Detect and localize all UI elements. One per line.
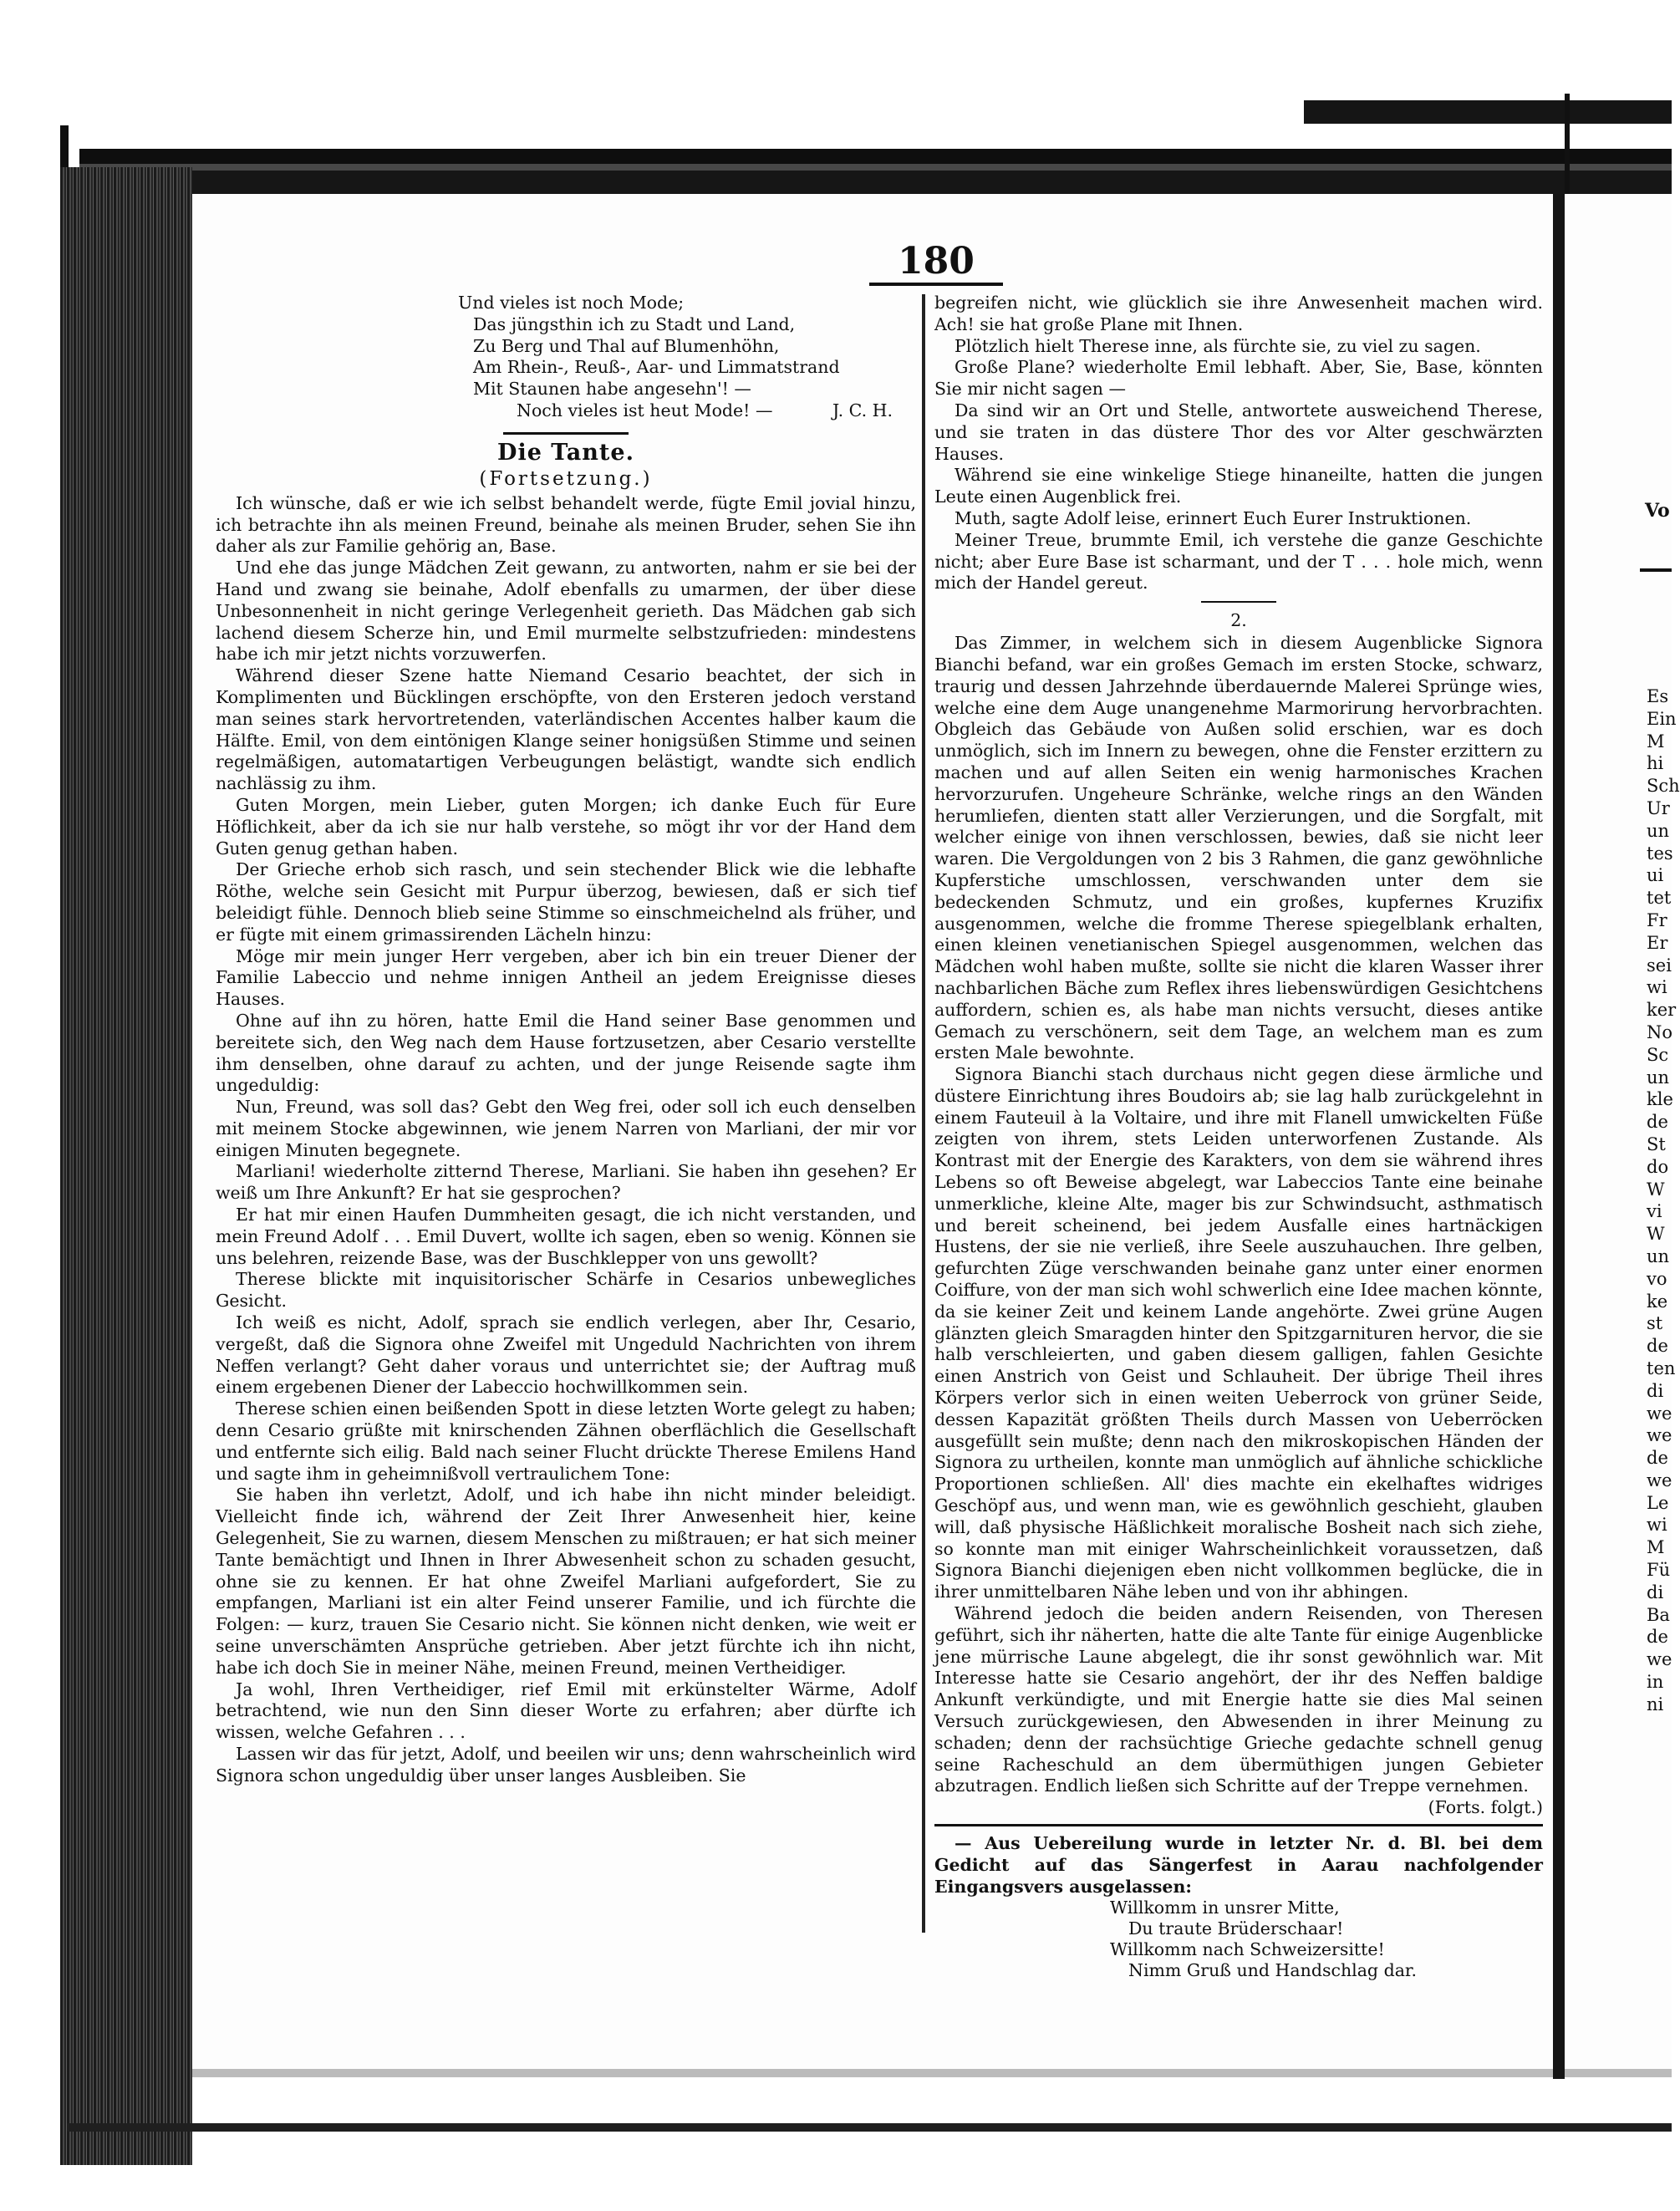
paragraph: Therese blickte mit inquisitorischer Schärfe in Cesarios unbewegliches Gesicht.	[216, 1269, 916, 1312]
margin-letter: tet	[1647, 888, 1672, 909]
paragraph: Ich wünsche, daß er wie ich selbst behandelt werde, fügte Emil jovial hinzu, ich betrachte ihn als meinen Freund, beinahe als meinen Bruder, sehen Sie ihn daher als zur Familie gehörig an, Base.	[216, 492, 916, 557]
margin-letter: No	[1647, 1021, 1673, 1042]
poem	[458, 293, 893, 422]
margin-letter: ker	[1647, 1000, 1677, 1021]
margin-letter: ni	[1647, 1694, 1664, 1714]
margin-letter: W	[1647, 1224, 1665, 1245]
margin-letter: Es	[1647, 686, 1669, 706]
right-column	[934, 293, 1543, 1981]
verse-line: Willkomm nach Schweizersitte!	[1110, 1939, 1385, 1960]
paragraph: Große Plane? wiederholte Emil lebhaft. Aber, Sie, Base, könnten Sie mir nicht sagen —	[934, 357, 1543, 400]
binding-shadow-rule	[79, 149, 1672, 194]
margin-letter: vi	[1647, 1201, 1662, 1222]
margin-letter: ke	[1647, 1291, 1668, 1312]
margin-letter: wi	[1647, 977, 1667, 998]
margin-letter: M	[1647, 1537, 1665, 1558]
gutter-rule	[1553, 194, 1565, 2079]
next-page-fragment: Vo	[1645, 500, 1670, 522]
margin-letter: Le	[1647, 1492, 1669, 1513]
margin-letter: st	[1647, 1313, 1663, 1334]
poem-line: Am Rhein-, Reuß-, Aar- und Limmatstrand	[473, 357, 840, 378]
margin-letter: wi	[1647, 1515, 1667, 1536]
verse-line: Nimm Gruß und Handschlag dar.	[1128, 1960, 1417, 1981]
margin-letter: do	[1647, 1156, 1669, 1177]
paragraph: Nun, Freund, was soll das? Gebt den Weg frei, oder soll ich euch denselben mit meinem Stocke abgewinnen, wie jenem Narren von Marliani, der mir vor einigen Minuten begegnete.	[216, 1097, 916, 1160]
margin-letter: Er	[1647, 932, 1668, 953]
margin-letter: un	[1647, 1246, 1670, 1266]
poem-line: Zu Berg und Thal auf Blumenhöhn,	[473, 335, 780, 356]
margin-letter: we	[1647, 1470, 1672, 1490]
next-page-rule	[1640, 568, 1672, 572]
paragraph: Während sie eine winkelige Stiege hinaneilte, hatten die jungen Leute einen Augenblick frei.	[934, 465, 1543, 507]
margin-letter: we	[1647, 1649, 1672, 1670]
paragraph: Er hat mir einen Haufen Dummheiten gesagt, die ich nicht verstanden, und mein Freund Adolf . . . Emil Duvert, wollte ich sagen, eben so wenig. Können sie uns belehren, reizende Base, was der Buschklepper von uns gewollt?	[216, 1205, 916, 1268]
paragraph: Das Zimmer, in welchem sich in diesem Augenblicke Signora Bianchi befand, war ein großes Gemach im ersten Stocke, schwarz, traurig und dessen Jahrzehnde überdauernde Malerei Sprünge wies, welche eine dem Auge unangenehme Marmorirung hervorbrachten. Obgleich das Gebäude von Außen solid erschien, war es doch unmöglich, sich im Innern zu bewegen, ohne die Fenster erzittern zu machen und auf allen Seiten ein wenig harmonisches Krachen hervorzurufen. Ungeheure Schränke, welche rings an den Wänden herumliefen, dienten statt aller Verzierungen, und die Sorgfalt, mit welcher einige von ihnen verschlossen, bewies, daß sie nicht leer waren. Die Vergoldungen von 2 bis 3 Rahmen, die ganz gewöhnliche Kupferstiche umschlossen, verschwanden unter dem sie bedeckenden Schmutz, und ein großes, kupfernes Kruzifix ausgenommen, welche die fromme Therese spiegelblank erhalten, einen kleinen venetianischen Spiegel ausgenommen, welchen das Mädchen wohl haben mußte, sollte sie nicht die klaren Wasser ihrer nachbarlichen Bäche zum Reflex ihres liebenswürdigen Gesichtchens auffordern, schien es, als habe man nichts versucht, dieses antike Gemach zu verschönern, seit dem Tage, an welchem man es zum ersten Male bewohnte.	[934, 633, 1543, 1063]
gutter-rule-top	[1565, 94, 1570, 194]
paragraph: Ja wohl, Ihren Vertheidiger, rief Emil mit erkünstelter Wärme, Adolf betrachtend, wie nun den Sinn dieser Worte zu erfahren; aber dürfte ich wissen, welche Gefahren . . .	[216, 1679, 916, 1743]
margin-letter: Ur	[1647, 797, 1670, 818]
page-number: 180	[869, 241, 1003, 286]
article-title: Die Tante.	[497, 439, 634, 466]
notice-rule	[934, 1824, 1543, 1826]
column-divider	[922, 294, 925, 1933]
poem-line: Mit Staunen habe angesehn'! —	[473, 379, 751, 400]
margin-letter: Ba	[1647, 1604, 1670, 1625]
paragraph: Während jedoch die beiden andern Reisenden, von Theresen geführt, sich ihr näherten, hatte die alte Tante für einige Augenblicke jene mürrische Laune abgelegt, die ihr sonst gewöhnlich war. Mit Interesse hatte sie Cesario angehört, der ihr des Neffen baldige Ankunft verkündigte, und mit Energie hatte sie dies Mal seinen Versuch zurückgewiesen, den Abwesenden in ihrer Meinung zu schaden; denn der rachsüchtige Grieche gedachte schnell genug seine Racheschuld an dem übermüthigen jungen Gebieter abzutragen. Endlich ließen sich Schritte auf der Treppe vernehmen.	[934, 1603, 1543, 1796]
page-bottom-edge	[192, 2069, 1672, 2077]
poem-lines	[458, 293, 893, 400]
margin-letter: tes	[1647, 843, 1673, 864]
right-paragraphs-2	[934, 633, 1543, 1797]
margin-letter: kle	[1647, 1089, 1673, 1110]
paragraph: Ich weiß es nicht, Adolf, sprach sie endlich verlegen, aber Ihr, Cesario, vergeßt, daß die Signora ohne Zweifel mit Ungeduld Nachrichten von ihrem Neffen verlangt? Geht daher voraus und unterrichtet sie; der Auftrag muß einem ergebenen Diener der Labeccio hochwillkommen sein.	[216, 1312, 916, 1398]
left-column	[216, 293, 916, 1787]
section-number: 2.	[1230, 610, 1247, 631]
margin-letter: hi	[1647, 753, 1664, 774]
margin-letter: ten	[1647, 1358, 1676, 1378]
paragraph: Guten Morgen, mein Lieber, guten Morgen; ich danke Euch für Eure Höflichkeit, aber da ich sie nur halb verstehe, so mögt ihr vor der Hand dem Guten genug gethan haben.	[216, 794, 916, 858]
paragraph: Meiner Treue, brummte Emil, ich verstehe die ganze Geschichte nicht; aber Eure Base ist scharmant, und der T . . . hole mich, wenn mich der Handel gereut.	[934, 529, 1543, 594]
margin-letter: Sc	[1647, 1044, 1669, 1065]
poem-signoff	[458, 400, 893, 422]
poem-line: Das jüngsthin ich zu Stadt und Land,	[473, 313, 796, 334]
paragraph: Lassen wir das für jetzt, Adolf, und beeilen wir uns; denn wahrscheinlich wird Signora schon ungeduldig über unser langes Ausbleiben. Sie	[216, 1744, 916, 1786]
margin-letter: Fr	[1647, 909, 1667, 930]
continuation-paragraph: begreifen nicht, wie glücklich sie ihre Anwesenheit machen wird. Ach! sie hat große Plane mit Ihnen.	[934, 293, 1543, 334]
paragraph: Ohne auf ihn zu hören, hatte Emil die Hand seiner Base genommen und bereitete sich, den Weg nach dem Hause fortzusetzen, aber Cesario verstellte ihm denselben, ohne darauf zu achten, und der junge Reisende sagte ihm ungeduldig:	[216, 1010, 916, 1096]
section-rule	[1201, 601, 1276, 603]
right-paragraphs-1	[934, 336, 1543, 595]
verse-line: Willkomm in unsrer Mitte,	[1110, 1898, 1340, 1918]
margin-letter: di	[1647, 1582, 1664, 1602]
paragraph: Und ehe das junge Mädchen Zeit gewann, zu antworten, nahm er sie bei der Hand und zwang sie beinahe, Adolf ebenfalls zu umarmen, der über diese Unbesonnenheit in nicht geringe Verlegenheit gerieth. Das Mädchen gab sich lachend diesem Scherze hin, und Emil murmelte selbstzufrieden: mindestens habe ich mir jetzt nichts vorzuwerfen.	[216, 558, 916, 665]
margin-letter: di	[1647, 1380, 1664, 1401]
paragraph: Plötzlich hielt Therese inne, als fürchte sie, zu viel zu sagen.	[955, 335, 1481, 356]
poem-last-line: Noch vieles ist heut Mode! —	[517, 400, 773, 420]
margin-letter: de	[1647, 1112, 1668, 1133]
margin-letter: M	[1647, 731, 1665, 751]
margin-letter: de	[1647, 1448, 1668, 1469]
paragraph: Therese schien einen beißenden Spott in diese letzten Worte gelegt zu haben; denn Cesario grüßte mit knirschenden Zähnen oberflächlich die Gesellschaft und entfernte sich eilig. Bald nach seiner Flucht drückte Therese Emilens Hand und sagte ihm in geheimnißvoll vertraulichem Tone:	[216, 1398, 916, 1484]
margin-letter: we	[1647, 1425, 1672, 1446]
to-be-continued: (Forts. folgt.)	[1428, 1797, 1543, 1818]
article-subtitle: (Fortsetzung.)	[479, 467, 653, 490]
margin-letter: un	[1647, 820, 1670, 841]
poem-signature: J. C. H.	[832, 400, 893, 420]
paragraph: Sie haben ihn verletzt, Adolf, und ich habe ihn nicht minder beleidigt. Vielleicht finde ich, während der Zeit Ihrer Anwesenheit hier, keine Gelegenheit, Sie zu warnen, diesem Menschen zu mißtrauen; er hat sich meiner Tante bemächtigt und Ihnen in Ihrer Abwesenheit schon zu schaden gesucht, ohne sie zu kennen. Er hat ohne Zweifel Marliani aufgefordert, Sie zu empfangen, Marliani ist ein alter Feind unserer Familie, und ich fürchte die Folgen: — kurz, trauen Sie Cesario nicht. Sie können nicht denken, wie weit er seine unverschämten Ansprüche getrieben. Aber jetzt fürchte ich ihn nicht, habe ich doch Sie in meiner Nähe, meinen Freund, meinen Vertheidiger.	[216, 1485, 916, 1678]
verse-line: Du traute Brüderschaar!	[1128, 1918, 1344, 1939]
margin-letter: Sch	[1647, 776, 1680, 797]
left-paragraphs	[216, 493, 916, 1787]
paragraph: Muth, sagte Adolf leise, erinnert Euch Eurer Instruktionen.	[955, 507, 1472, 528]
next-page-margin-letters	[1647, 685, 1680, 1716]
paragraph: Möge mir mein junger Herr vergeben, aber ich bin ein treuer Diener der Familie Labeccio und nehme innigen Antheil an jedem Ereignisse dieses Hauses.	[216, 945, 916, 1010]
paragraph: Da sind wir an Ort und Stelle, antwortete ausweichend Therese, und sie traten in das düstere Thor des vor Alter geschwärzten Hauses.	[934, 400, 1543, 464]
margin-letter: vo	[1647, 1268, 1667, 1289]
margin-letter: Ein	[1647, 708, 1677, 729]
paragraph: Der Grieche erhob sich rasch, und sein stechender Blick wie die lebhafte Röthe, welche sein Gesicht mit Purpur überzog, bewiesen, daß er sich tief beleidigt fühle. Dennoch blieb seine Stimme so einschmeichelnd als früher, und er fügte mit einem grimassirenden Lächeln hinzu:	[216, 859, 916, 945]
binding-shadow-top	[1304, 100, 1672, 124]
margin-letter: ui	[1647, 865, 1664, 886]
margin-letter: sei	[1647, 955, 1672, 976]
margin-letter: W	[1647, 1179, 1665, 1200]
margin-letter: de	[1647, 1336, 1668, 1357]
verse	[1110, 1898, 1543, 1981]
margin-letter: un	[1647, 1067, 1670, 1088]
margin-letter: St	[1647, 1134, 1666, 1154]
margin-letter: we	[1647, 1403, 1672, 1424]
book-binding	[60, 167, 192, 2165]
paragraph: Marliani! wiederholte zitternd Therese, Marliani. Sie haben ihn gesehen? Er weiß um Ihre Ankunft? Er hat sie gesprochen?	[216, 1161, 916, 1204]
margin-letter: Fü	[1647, 1560, 1671, 1581]
title-rule	[503, 432, 629, 435]
scan-bottom-shadow	[67, 2123, 1672, 2132]
poem-line: Und vieles ist noch Mode;	[458, 293, 685, 313]
paragraph: Signora Bianchi stach durchaus nicht gegen diese ärmliche und düstere Einrichtung ihres Boudoirs ab; sie lag halb zurückgelehnt in einem Fauteuil à la Voltaire, und ihre mit Flanell umwickelten Füße zeigten von ihrem, stets Leiden unterworfenen Zustande. Als Kontrast mit der Energie des Karakters, von dem sie während ihres Lebens so oft Beweise abgelegt, war Labeccios Tante eine beinahe unmerkliche, kleine Alte, mager bis zur Schwindsucht, asthmatisch und bereit scheinend, bei jedem Ausfalle eines hartnäckigen Hustens, der sie nie verließ, ihre Seele auszuhauchen. Ihre gelben, gefurchten Züge verschwanden beinahe ganz unter einer enormen Coiffure, von der man sich wohl schwerlich eine Idee machen könnte, da sie keiner Zeit und keinem Lande angehörte. Zwei grüne Augen glänzten gleich Smaragden hinter den Spitzgarnituren hervor, die sie halb verschleierten, und gaben diesem galligen, fahlen Gesichte einen Anstrich von Geist und Schlauheit. Der übrige Theil ihres Körpers verlor sich in einen weiten Ueberrock von grüner Seide, dessen Kapazität größten Theils durch Massen von Ueberröcken ausgefüllt sein mußte; denn nach den mikroskopischen Händen der Signora zu urtheilen, konnte man unmöglich auf ähnliche schickliche Proportionen schließen. All' dies machte ein ekelhaftes widriges Geschöpf aus, und wenn man, wie es gewöhnlich geschieht, glauben will, daß physische Häßlichkeit moralische Bosheit nach sich ziehe, so konnte man mit einiger Wahrscheinlichkeit voraussetzen, daß Signora Bianchi diejenigen eben nicht vollkommen beglücke, die in ihrer unmittelbaren Nähe leben und von ihr abhingen.	[934, 1064, 1543, 1602]
margin-letter: de	[1647, 1627, 1668, 1648]
notice-paragraph: — Aus Uebereilung wurde in letzter Nr. d. Bl. bei dem Gedicht auf das Sängerfest in Aarau nachfolgender Eingangsvers ausgelassen:	[934, 1832, 1543, 1897]
paragraph: Während dieser Szene hatte Niemand Cesario beachtet, der sich in Komplimenten und Bücklingen erschöpfte, von den Ersteren jedoch verstand man seines stark hervortretenden, vaterländischen Accentes halber kaum die Hälfte. Emil, von dem eintönigen Klange seiner honigsüßen Stimme und seinen regelmäßigen, automatartigen Verbeugungen belästigt, wandte sich endlich nachlässig zu ihm.	[216, 665, 916, 794]
margin-letter: in	[1647, 1672, 1664, 1693]
